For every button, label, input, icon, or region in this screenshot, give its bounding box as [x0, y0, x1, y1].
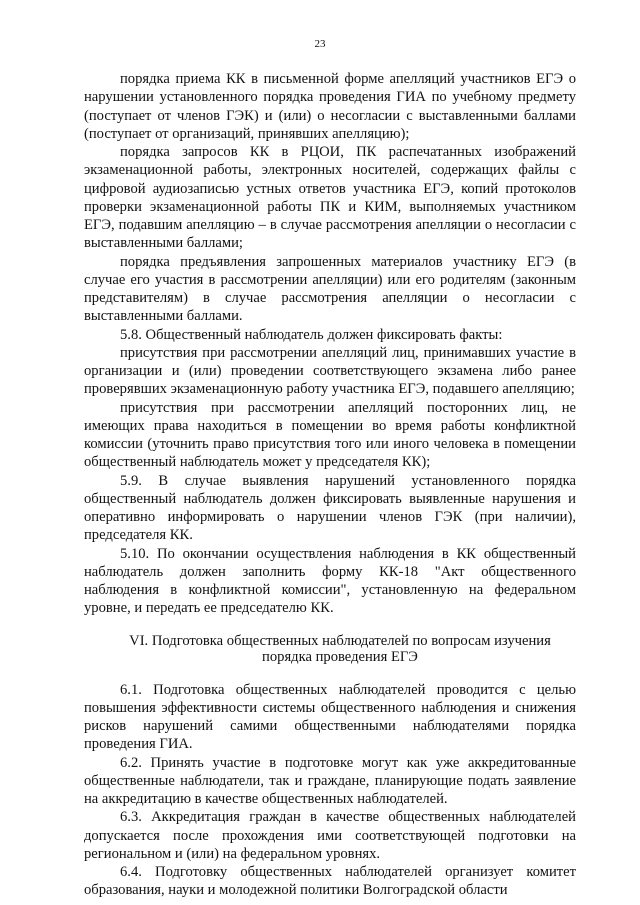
paragraph-materials-presentation: порядка предъявления запрошенных материалов участнику ЕГЭ (в случае его участия в рассмотрении апелляции) или его родителям (законным представителям) в случае рассмотрения апелляции о несогласии с выставленными баллами.: [84, 253, 576, 325]
paragraph-appeal-acceptance: порядка приема КК в письменной форме апелляций участников ЕГЭ о нарушении установленного порядка проведения ГИА по учебному предмету (поступает от членов ГЭК) и (или) о несогласии с выставленными баллами (поступает от организаций, принявших апелляцию);: [84, 71, 576, 142]
paragraph-5-9: 5.9. В случае выявления нарушений установленного порядка общественный наблюдатель должен фиксировать выявленные нарушения и оперативно информировать о нарушении членов ГЭК (при наличии), председателя КК.: [84, 472, 576, 544]
paragraph-outsiders-presence: присутствия при рассмотрении апелляций посторонних лиц, не имеющих права находиться в помещении во время работы конфликтной комиссии (уточнить право присутствия того или иного человека в помещении общественный наблюдатель может у председателя КК);: [84, 399, 576, 471]
page-number: 23: [314, 38, 326, 50]
paragraph-rcoi-requests: порядка запросов КК в РЦОИ, ПК распечатанных изображений экзаменационной работы, электронных носителей, содержащих файлы с цифровой аудиозаписью устных ответов участника ЕГЭ, копий протоколов проверки экзаменационной работы ПК и КИМ, выполняемых участником ЕГЭ, подавшим апелляцию – в случае рассмотрения апелляции о несогласии с выставленными баллами;: [84, 144, 576, 252]
paragraph-participants-presence: присутствия при рассмотрении апелляций лиц, принимавших участие в организации и (или) проведении соответствующего экзамена либо ранее проверявших экзаменационную работу участника ЕГЭ, подавшего апелляцию;: [84, 344, 576, 398]
document-body: [84, 70, 576, 900]
paragraph-6-3: 6.3. Аккредитация граждан в качестве общественных наблюдателей допускается после прохождения ими соответствующей подготовки на региональном и (или) на федеральном уровнях.: [84, 809, 576, 862]
paragraph-6-2: 6.2. Принять участие в подготовке могут как уже аккредитованные общественные наблюдатели, так и граждане, планирующие подать заявление на аккредитацию в качестве общественных наблюдателей.: [84, 754, 576, 807]
section-heading: VI. Подготовка общественных наблюдателей по вопросам изучения порядка проведения ЕГЭ: [129, 632, 551, 665]
paragraph-6-4: 6.4. Подготовку общественных наблюдателей организует комитет образования, науки и молодежной политики Волгоградской области: [84, 864, 576, 899]
paragraph-6-1: 6.1. Подготовка общественных наблюдателей проводится с целью повышения эффективности системы общественного наблюдения и снижения рисков нарушений самими общественными наблюдателями порядка проведения ГИА.: [84, 681, 576, 753]
paragraph-5-10: 5.10. По окончании осуществления наблюдения в КК общественный наблюдатель должен заполнить форму КК-18 "Акт общественного наблюдения в конфликтной комиссии", установленную на федеральном уровне, и передать ее председателю КК.: [84, 545, 576, 617]
paragraph-5-8: 5.8. Общественный наблюдатель должен фиксировать факты:: [120, 326, 503, 343]
